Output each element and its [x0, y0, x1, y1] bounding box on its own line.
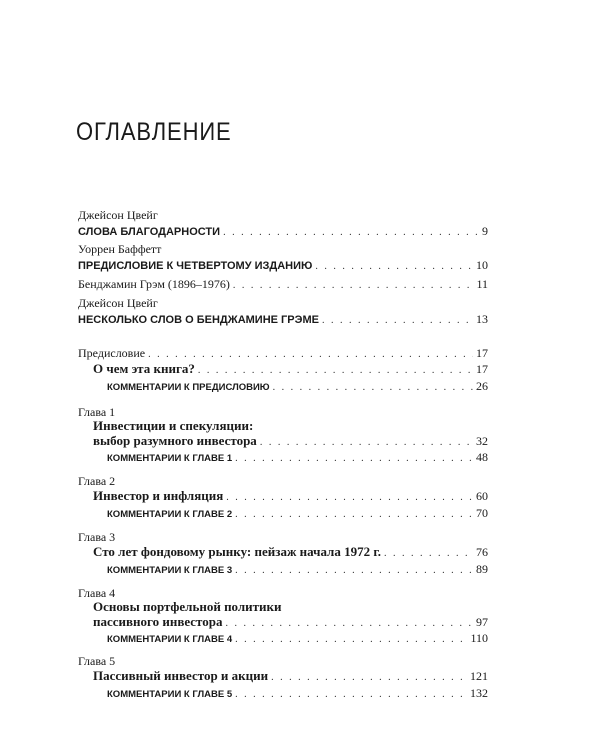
- toc-entry[interactable]: [93, 433, 488, 449]
- toc-page-number: 17: [476, 362, 488, 376]
- leader-dots: [271, 670, 467, 686]
- leader-dots: [384, 546, 473, 562]
- toc-page-number: 32: [476, 434, 488, 448]
- leader-dots: [226, 490, 473, 506]
- toc-entry-title: КОММЕНТАРИИ К ПРЕДИСЛОВИЮ: [107, 382, 270, 393]
- chapter-label: Глава 1: [78, 405, 116, 419]
- toc-entry[interactable]: [93, 668, 488, 684]
- toc-entry-title: Пассивный инвестор и акции: [93, 668, 269, 683]
- toc-entry-title: СЛОВА БЛАГОДАРНОСТИ: [78, 226, 221, 238]
- toc-entry-title: пассивного инвестора: [93, 614, 223, 629]
- leader-dots: [223, 225, 479, 241]
- toc-entry[interactable]: [107, 505, 488, 521]
- toc-entry[interactable]: [107, 449, 488, 465]
- leader-dots: [235, 563, 473, 579]
- toc-entry-title: КОММЕНТАРИИ К ГЛАВЕ 2: [107, 509, 233, 520]
- toc-entry-title: Инвестор и инфляция: [93, 488, 224, 503]
- toc-page-number: 60: [476, 489, 488, 503]
- toc-entry[interactable]: [93, 361, 488, 377]
- toc-entry[interactable]: [78, 257, 488, 273]
- toc-page-number: 17: [476, 346, 488, 360]
- toc-entry[interactable]: [93, 614, 488, 630]
- toc-author-label: Джейсон Цвейг: [78, 296, 158, 310]
- toc-page-number: 26: [476, 379, 488, 393]
- toc-page-number: 89: [476, 562, 488, 576]
- toc-entry[interactable]: [93, 488, 488, 504]
- leader-dots: [235, 687, 467, 703]
- toc-page-number: 76: [476, 545, 488, 559]
- page-title: ОГЛАВЛЕНИЕ: [76, 118, 232, 146]
- chapter-label: Глава 4: [78, 586, 116, 600]
- chapter-title-line: Инвестиции и спекуляции:: [93, 418, 254, 433]
- leader-dots: [235, 451, 473, 467]
- leader-dots: [235, 632, 467, 648]
- toc-author-label: Уоррен Баффетт: [78, 242, 162, 256]
- toc-entry-title: ПРЕДИСЛОВИЕ К ЧЕТВЕРТОМУ ИЗДАНИЮ: [78, 260, 313, 272]
- toc-entry-title: О чем эта книга?: [93, 361, 195, 376]
- toc-page-number: 10: [476, 258, 488, 272]
- toc-entry-title: КОММЕНТАРИИ К ГЛАВЕ 5: [107, 689, 233, 700]
- leader-dots: [273, 380, 473, 396]
- toc-entry-title: КОММЕНТАРИИ К ГЛАВЕ 3: [107, 565, 233, 576]
- toc-page-number: 48: [476, 450, 488, 464]
- toc-entry[interactable]: [78, 276, 488, 292]
- toc-entry[interactable]: [78, 223, 488, 239]
- toc-entry-title: Предисловие: [78, 346, 146, 360]
- toc-entry-title: КОММЕНТАРИИ К ГЛАВЕ 1: [107, 453, 233, 464]
- leader-dots: [315, 259, 473, 275]
- toc-page-number: 70: [476, 506, 488, 520]
- toc-page-number: 13: [476, 312, 488, 326]
- toc-entry-title: выбор разумного инвестора: [93, 433, 257, 448]
- leader-dots: [235, 507, 473, 523]
- toc-entry[interactable]: [78, 345, 488, 361]
- toc-entry-title: НЕСКОЛЬКО СЛОВ О БЕНДЖАМИНЕ ГРЭМЕ: [78, 314, 319, 326]
- toc-author-label: Джейсон Цвейг: [78, 208, 158, 222]
- toc-page-number: 121: [470, 669, 488, 683]
- toc-page-number: 97: [476, 615, 488, 629]
- toc-page-number: 9: [482, 224, 488, 238]
- toc-entry[interactable]: [78, 311, 488, 327]
- leader-dots: [233, 278, 474, 294]
- leader-dots: [198, 363, 473, 379]
- chapter-title-line: Основы портфельной политики: [93, 599, 282, 614]
- toc-entry[interactable]: [107, 685, 488, 701]
- toc-entry[interactable]: [107, 378, 488, 394]
- chapter-label: Глава 2: [78, 474, 116, 488]
- toc-entry[interactable]: [93, 544, 488, 560]
- toc-entry-title: Сто лет фондовому рынку: пейзаж начала 1972 г.: [93, 544, 382, 559]
- chapter-label: Глава 3: [78, 530, 116, 544]
- toc-entry[interactable]: [107, 630, 488, 646]
- toc-entry[interactable]: [107, 561, 488, 577]
- chapter-label: Глава 5: [78, 654, 116, 668]
- toc-entry-title: Бенджамин Грэм (1896–1976): [78, 277, 230, 291]
- toc-entry-title: КОММЕНТАРИИ К ГЛАВЕ 4: [107, 634, 233, 645]
- toc-page-number: 11: [476, 277, 488, 291]
- leader-dots: [322, 313, 473, 329]
- toc-page-number: 110: [470, 631, 488, 645]
- toc-page-number: 132: [470, 686, 488, 700]
